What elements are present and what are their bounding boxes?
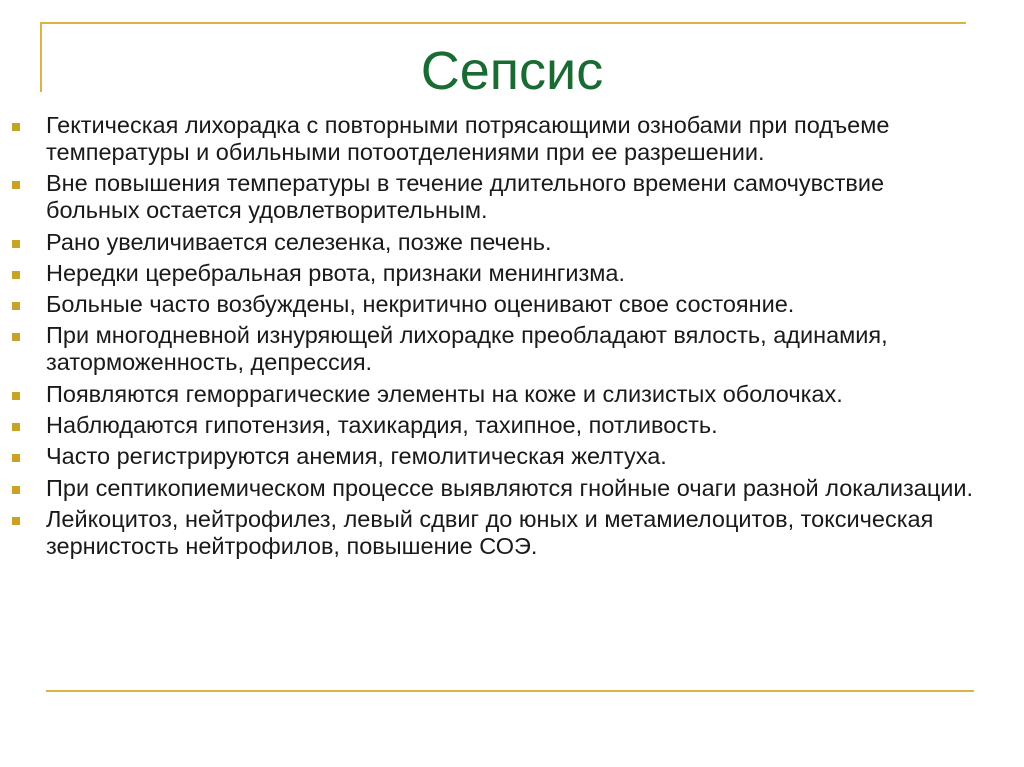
- bullet-item: [0, 381, 1024, 408]
- bottom-border-line: [46, 690, 974, 692]
- bullet-item: [0, 229, 1024, 256]
- bullet-text: При септикопиемическом процессе выявляются гнойные очаги разной локализации.: [46, 474, 974, 501]
- bullet-text: Часто регистрируются анемия, гемолитическая желтуха.: [46, 443, 667, 470]
- bullet-item: [0, 475, 1024, 502]
- bullet-text: Лейкоцитоз, нейтрофилез, левый сдвиг до юных и метамиелоцитов, токсическая зернистость нейтрофилов, повышение СОЭ.: [46, 505, 934, 559]
- bullet-text: Вне повышения температуры в течение длительного времени самочувствие больных остается удовлетворительным.: [46, 170, 885, 224]
- bullet-item: [0, 322, 1024, 376]
- bullet-text: Рано увеличивается селезенка, позже печень.: [46, 228, 552, 255]
- square-bullet-icon: [12, 302, 20, 310]
- top-border-line: [40, 22, 966, 24]
- square-bullet-icon: [12, 271, 20, 279]
- square-bullet-icon: [12, 517, 20, 525]
- bullet-item: [0, 506, 1024, 560]
- bullet-text: Гектическая лихорадка с повторными потрясающими ознобами при подъеме температуры и обильными потоотделениями при ее разрешении.: [46, 112, 890, 165]
- bullet-text: Появляются геморрагические элементы на коже и слизистых оболочках.: [46, 380, 843, 407]
- bullet-text: При многодневной изнуряющей лихорадке преобладают вялость, адинамия, заторможенность, депрессия.: [46, 322, 888, 376]
- bullet-text: Больные часто возбуждены, некритично оценивают свое состояние.: [46, 291, 795, 318]
- square-bullet-icon: [12, 423, 20, 431]
- bullet-item: [0, 443, 1024, 470]
- square-bullet-icon: [12, 123, 20, 131]
- square-bullet-icon: [12, 240, 20, 248]
- bullet-item: [0, 412, 1024, 439]
- slide-title: Сепсис: [420, 41, 604, 101]
- bullet-item: [0, 291, 1024, 318]
- square-bullet-icon: [12, 181, 20, 189]
- square-bullet-icon: [12, 486, 20, 494]
- bullet-text: Нередки церебральная рвота, признаки менингизма.: [46, 259, 625, 286]
- bullet-text: Наблюдаются гипотензия, тахикардия, тахипное, потливость.: [46, 412, 718, 439]
- bullet-item: [0, 260, 1024, 287]
- bullet-list: [0, 112, 1024, 564]
- square-bullet-icon: [12, 392, 20, 400]
- bullet-item: [0, 112, 1024, 166]
- bullet-item: [0, 170, 1024, 224]
- square-bullet-icon: [12, 333, 20, 341]
- square-bullet-icon: [12, 454, 20, 462]
